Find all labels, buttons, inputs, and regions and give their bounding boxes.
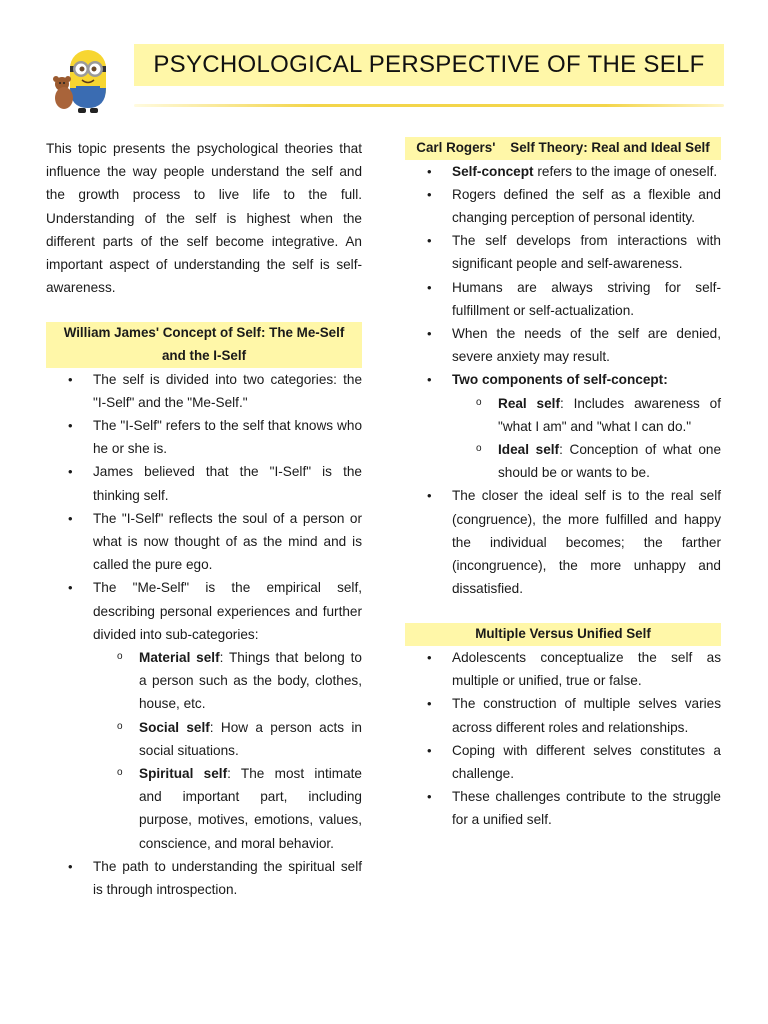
components-label: Two components of self-concept: bbox=[452, 372, 668, 388]
list-item: • Rogers defined the self as a flexible and changing perception of personal identity. bbox=[405, 183, 721, 229]
list-item bbox=[405, 160, 721, 183]
list-item: • When the needs of the self are denied, severe anxiety may result. bbox=[405, 322, 721, 368]
list-item bbox=[46, 576, 362, 854]
william-james-heading: William James' Concept of Self: The Me-Self and the I-Self bbox=[46, 322, 362, 367]
title-underline bbox=[134, 104, 724, 107]
list-item: • Coping with different selves constitutes a challenge. bbox=[405, 739, 721, 785]
intro-paragraph: This topic presents the psychological theories that influence the way people understand the self and the growth process to live life to the full. Understanding of the self is highest when the different parts of the self become integrative. An important aspect of understanding the self is self-awareness. bbox=[46, 141, 362, 296]
list-item: • Humans are always striving for self-fulfillment or self-actualization. bbox=[405, 276, 721, 322]
list-item: • James believed that the "I-Self" is the thinking self. bbox=[46, 460, 362, 506]
carl-rogers-list bbox=[405, 160, 721, 601]
sublist-term: Ideal self bbox=[498, 442, 560, 458]
sublist-item bbox=[93, 716, 362, 762]
carl-rogers-heading-text: Carl Rogers' Self Theory: Real and Ideal Self bbox=[416, 140, 710, 155]
sublist-term: Social self bbox=[139, 719, 210, 735]
list-item-text: refers to the image of oneself. bbox=[533, 163, 718, 179]
carl-rogers-heading bbox=[405, 137, 721, 160]
list-item: • The closer the ideal self is to the real self (congruence), the more fulfilled and happy the individual becomes; the farther (incongruence), the more unhappy and dissatisfied. bbox=[405, 484, 721, 600]
list-item: • The self is divided into two categories: the "I-Self" and the "Me-Self." bbox=[46, 368, 362, 414]
sublist-term: Material self bbox=[139, 650, 220, 666]
sublist-item bbox=[93, 646, 362, 716]
list-item: • The construction of multiple selves varies across different roles and relationships. bbox=[405, 692, 721, 738]
self-components-sublist bbox=[452, 392, 721, 485]
sublist-item bbox=[93, 762, 362, 855]
right-column bbox=[405, 137, 721, 832]
list-item-text: The "Me-Self" is the empirical self, describing personal experiences and further divided into sub-categories: bbox=[93, 580, 362, 642]
me-self-sublist bbox=[93, 646, 362, 855]
sublist-term: Real self bbox=[498, 395, 560, 411]
list-item bbox=[405, 368, 721, 484]
minion-mascot-image bbox=[44, 42, 124, 122]
sublist-text: : Conception of what one should be or wants to be. bbox=[498, 442, 722, 481]
list-item: • The "I-Self" reflects the soul of a person or what is now thought of as the mind and is called the pure ego. bbox=[46, 507, 362, 577]
sublist-item bbox=[452, 392, 721, 438]
list-item: • The self develops from interactions with significant people and self-awareness. bbox=[405, 229, 721, 275]
title-banner bbox=[134, 44, 724, 86]
page-title: PSYCHOLOGICAL PERSPECTIVE OF THE SELF bbox=[153, 51, 705, 78]
multiple-unified-heading: Multiple Versus Unified Self bbox=[405, 623, 721, 646]
list-item: • The "I-Self" refers to the self that knows who he or she is. bbox=[46, 414, 362, 460]
sublist-text: : Things that belong to a person such as the body, clothes, house, etc. bbox=[139, 650, 362, 712]
left-column bbox=[46, 137, 362, 901]
sublist-term: Spiritual self bbox=[139, 766, 228, 782]
list-item: • Adolescents conceptualize the self as multiple or unified, true or false. bbox=[405, 646, 721, 692]
sublist-item bbox=[452, 438, 721, 484]
multiple-unified-list bbox=[405, 646, 721, 832]
william-james-list bbox=[46, 368, 362, 902]
list-item-term: Self-concept bbox=[452, 163, 534, 179]
sublist-text: : Includes awareness of "what I am" and "what I can do." bbox=[498, 395, 721, 434]
list-item: • These challenges contribute to the struggle for a unified self. bbox=[405, 785, 721, 831]
list-item: • The path to understanding the spiritual self is through introspection. bbox=[46, 855, 362, 901]
sublist-text: : How a person acts in social situations. bbox=[139, 719, 362, 758]
sublist-text: : The most intimate and important part, including purpose, motives, emotions, values, conscience, and moral behavior. bbox=[139, 766, 362, 851]
